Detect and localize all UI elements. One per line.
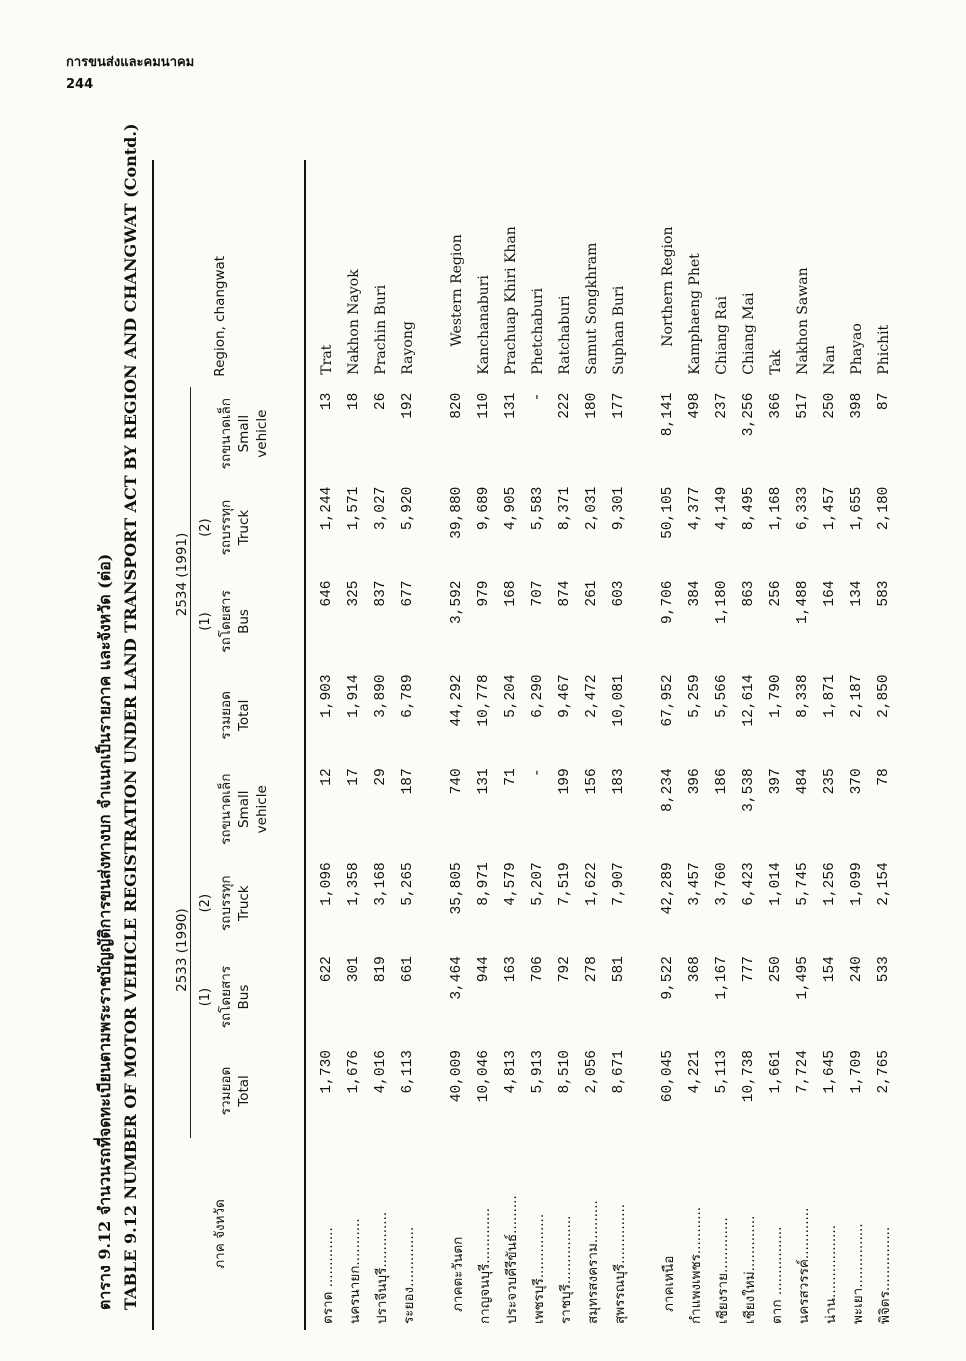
vehicle-registration-table xyxy=(144,160,897,1330)
rotated-table xyxy=(84,123,904,1340)
year-1991-header: 2534 (1991) xyxy=(144,387,191,763)
table-row: เพชรบุรี............... 5,913 706 5,207 - 6,290 707 5,583 - Phetchaburi xyxy=(529,287,547,1324)
table-titles xyxy=(92,123,144,1310)
table-title-thai: ตาราง 9.12 จำนวนรถที่จดทะเบียนตามพระราชบัญญัติการขนส่งทางบก จำแนกเป็นรายภาค และจังหวัด (ต่อ) xyxy=(95,553,114,1310)
region-row: ภาคตะวันตก 40,009 3,464 35,805 740 44,292 3,592 39,880 820 Western Region xyxy=(448,234,466,1312)
table-row: สมุทรสงคราม.......... 2,056 278 1,622 156 2,472 261 2,031 180 Samut Songkhram xyxy=(583,242,601,1324)
small-vehicle-header: รถขนาดเล็ก Small vehicle xyxy=(218,773,270,845)
total-header: รวมยอด Total xyxy=(218,691,252,740)
bus-header: รถโดยสาร Bus xyxy=(218,965,252,1029)
table-row: ตาก ................ 1,661 250 1,014 397 1,790 256 1,168 366 Tak xyxy=(767,349,785,1324)
table-row: ตราด .............. 1,730 622 1,096 12 1,903 646 1,244 13 Trat xyxy=(318,344,336,1324)
table-row: เชียงราย............. 5,113 1,167 3,760 186 5,566 1,180 4,149 237 Chiang Rai xyxy=(713,296,731,1324)
table-header xyxy=(144,160,291,1330)
page-header xyxy=(66,52,194,96)
total-header: รวมยอด Total xyxy=(218,1066,252,1116)
note-mark-1: (1) xyxy=(198,987,213,1007)
table-row: เชียงใหม่............. 10,738 777 6,423 3,538 12,614 863 8,495 3,256 Chiang Mai xyxy=(740,292,758,1324)
table-row: ระยอง.............. 6,113 661 5,265 187 6,789 677 5,920 192 Rayong xyxy=(399,321,417,1324)
year-1990-header: 2533 (1990) xyxy=(144,762,191,1138)
table-row: นครนายก........... 1,676 301 1,358 17 1,914 325 1,571 18 Nakhon Nayok xyxy=(345,269,363,1324)
table-row: น่าน................. 1,645 154 1,256 235 1,871 164 1,457 250 Nan xyxy=(821,345,839,1324)
small-vehicle-header: รถขนาดเล็ก Small vehicle xyxy=(218,398,270,470)
table-row: นครสวรรค์............ 7,724 1,495 5,745 484 8,338 1,488 6,333 517 Nakhon Sawan xyxy=(794,267,812,1324)
table-row: กำแพงเพชร........... 4,221 368 3,457 396 5,259 384 4,377 498 Kamphaeng Phet xyxy=(686,253,704,1324)
table-row: ราชบุรี................ 8,510 792 7,519 199 9,467 874 8,371 222 Ratchaburi xyxy=(556,295,574,1324)
region-thai-header: ภาค จังหวัด xyxy=(211,1199,228,1269)
truck-header: รถบรรทุก Truck xyxy=(218,875,252,931)
truck-header: รถบรรทุก Truck xyxy=(218,499,252,556)
table-row: กาญจนบุรี............. 10,046 944 8,971 131 10,778 979 9,689 110 Kanchanaburi xyxy=(475,275,493,1324)
table-row: ปราจีนบุรี............. 4,016 819 3,168 29 3,890 837 3,027 26 Prachin Buri xyxy=(372,284,390,1324)
chapter-title: การขนส่งและคมนาคม xyxy=(66,55,195,70)
table-row: ประจวบคีรีขันธ์......... 4,813 163 4,579 71 5,204 168 4,905 131 Prachuap Khiri Khan xyxy=(502,226,520,1324)
table-row: พิจิตร............... 2,765 533 2,154 78 2,850 583 2,180 87 Phichit xyxy=(875,324,893,1324)
region-row: ภาคเหนือ 60,045 9,522 42,289 8,234 67,952 9,706 50,105 8,141 Northern Region xyxy=(659,226,677,1312)
page-number: 244 xyxy=(66,77,94,92)
table-title-english: TABLE 9.12 NUMBER OF MOTOR VEHICLE REGISTRATION UNDER LAND TRANSPORT ACT BY REGION AND CHANGWAT (Contd.) xyxy=(121,123,140,1310)
note-mark-1: (1) xyxy=(198,612,213,631)
table-body xyxy=(291,160,897,1330)
bus-header: รถโดยสาร Bus xyxy=(218,590,252,653)
note-mark-2: (2) xyxy=(198,518,213,537)
note-mark-2: (2) xyxy=(198,893,213,913)
table-row: สุพรรณบุรี.............. 8,671 581 7,907 183 10,081 603 9,301 177 Suphan Buri xyxy=(610,285,628,1324)
region-english-header: Region, changwat xyxy=(211,255,228,377)
table-row: พะเยา............... 1,709 240 1,099 370 2,187 134 1,655 398 Phayao xyxy=(848,323,866,1324)
